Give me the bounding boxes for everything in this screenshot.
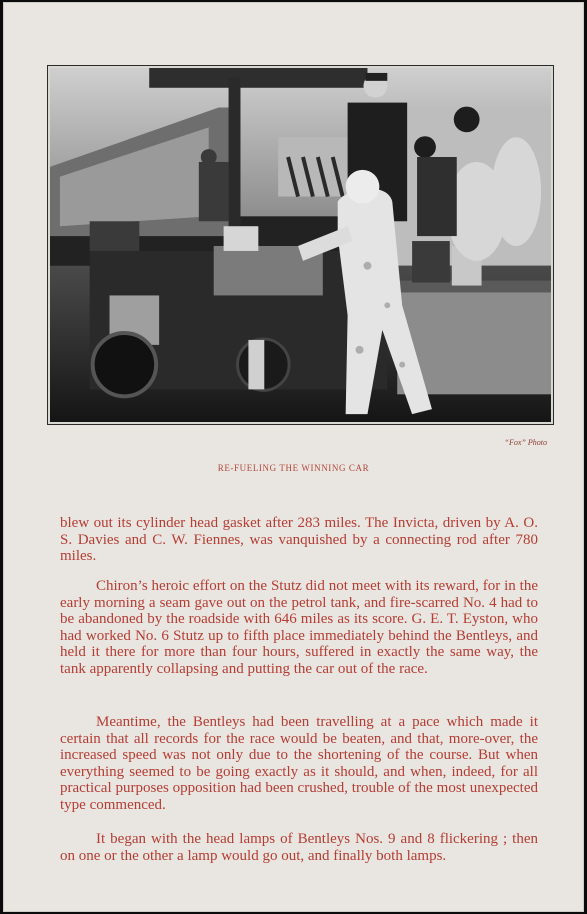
photo-caption: RE-FUELING THE WINNING CAR (217, 463, 370, 473)
paragraph-4 (60, 831, 538, 864)
photo-illustration (50, 68, 551, 422)
paragraph-4-text: It began with the head lamps of Bentleys Nos. 9 and 8 flickering ; then on one or the other a lamp would go out, and finally both lamps. (60, 831, 538, 864)
refueling-photo (48, 66, 553, 424)
paragraph-3-text: Meantime, the Bentleys had been travelling at a pace which made it certain that all records for the race would be beaten, and that, more-over, the increased speed was not only due to the shortening of the course. But when everything seemed to be going exactly as it should, and when, indeed, for all practical purposes opposition had been crushed, trouble of the most unexpected type commenced. (60, 714, 538, 813)
paragraph-1 (60, 515, 538, 565)
photo-credit: “Fox” Photo (504, 438, 547, 447)
paragraph-2 (60, 578, 538, 677)
paragraph-2-text: Chiron’s heroic effort on the Stutz did not meet with its reward, for in the early morning a seam gave out on the petrol tank, and fire-scarred No. 4 had to be abandoned by the roadside with 646 miles as its score. G. E. T. Eyston, who had worked No. 6 Stutz up to fifth place immediately behind the Bentleys, and held it there for more than four hours, suffered in exactly the same way, the tank apparently collapsing and putting the car out of the race. (60, 578, 538, 677)
paragraph-1-text: blew out its cylinder head gasket after 283 miles. The Invicta, driven by A. O. S. Davies and C. W. Fiennes, was vanquished by a connecting rod after 780 miles. (60, 515, 538, 564)
paragraph-3 (60, 714, 538, 813)
book-page (3, 2, 584, 912)
